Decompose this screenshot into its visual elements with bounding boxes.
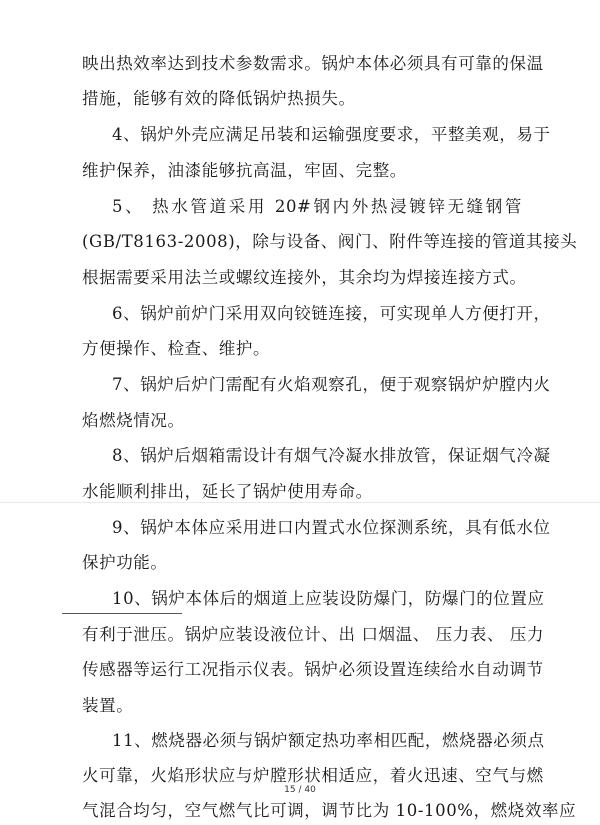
paragraph-line: 方便操作、检查、维护。: [82, 339, 271, 358]
paragraph-line: 映出热效率达到技术参数需求。锅炉本体必须具有可靠的保温: [82, 54, 544, 73]
paragraph-line: (GB/T8163-2008)，除与设备、阀门、附件等连接的管道其接头: [82, 232, 578, 251]
paragraph-line: 传感器等运行工况指示仪表。锅炉必须设置连续给水自动调节: [82, 660, 544, 679]
paragraph-line: 装置。: [82, 696, 134, 715]
paragraph-line: 8、锅炉后烟箱需设计有烟气冷凝水排放管，保证烟气冷凝: [112, 446, 551, 465]
paragraph-line: 焰燃烧情况。: [82, 411, 185, 430]
paragraph-line: 维护保养，油漆能够抗高温，牢固、完整。: [82, 161, 407, 180]
paragraph-line: 措施，能够有效的降低锅炉热损失。: [82, 89, 356, 108]
paragraph-line: 保护功能。: [82, 553, 168, 572]
paragraph-line: 10、锅炉本体后的烟道上应装设防爆门，防爆门的位置应: [112, 589, 545, 608]
page-number: 15 / 40: [284, 785, 316, 795]
paragraph-line: 11、燃烧器必须与锅炉额定热功率相匹配，燃烧器必须点: [112, 731, 545, 750]
paragraph-line: 5、 热水管道采用 20#钢内外热浸镀锌无缝钢管: [112, 197, 522, 216]
paragraph-line: 气混合均匀，空气燃气比可调，调节比为 10-100%，燃烧效率应: [82, 801, 577, 820]
paragraph-line: 根据需要采用法兰或螺纹连接外，其余均为焊接连接方式。: [82, 268, 527, 287]
paragraph-line: 6、锅炉前炉门采用双向铰链连接，可实现单人方便打开，: [112, 304, 551, 323]
strike-line: [62, 613, 182, 614]
paragraph-line: 有利于泄压。锅炉应装设液位计、出 口烟温、 压力表、 压力: [82, 625, 545, 644]
paragraph-line: 9、锅炉本体应采用进口内置式水位探测系统，具有低水位: [112, 518, 551, 537]
paragraph-line: 水能顺利排出，延长了锅炉使用寿命。: [82, 482, 373, 501]
paragraph-line: 7、锅炉后炉门需配有火焰观察孔，便于观察锅炉炉膛内火: [112, 375, 551, 394]
paragraph-line: 4、锅炉外壳应满足吊装和运输强度要求，平整美观，易于: [112, 125, 551, 144]
paragraph-line: 火可靠，火焰形状应与炉膛形状相适应，着火迅速、空气与燃: [82, 766, 544, 785]
divider: [0, 502, 600, 503]
